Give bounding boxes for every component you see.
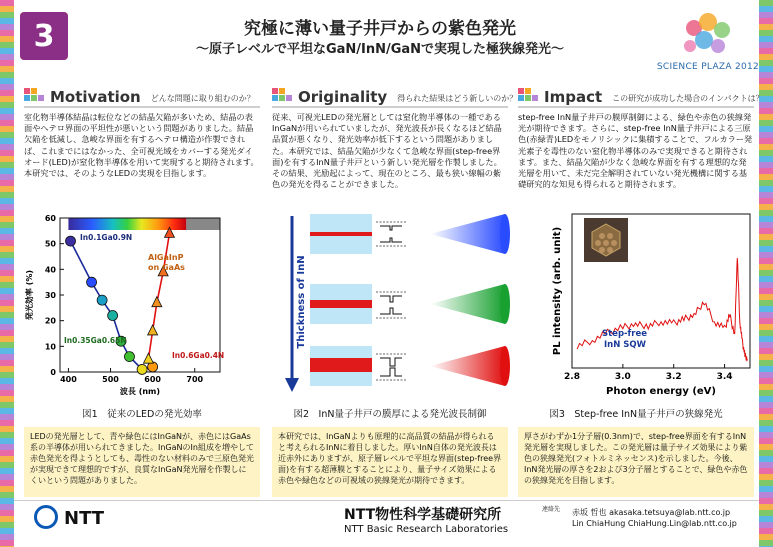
fig1-caption: 図1 従来のLEDの発光効率 bbox=[82, 409, 202, 420]
footer-divider bbox=[14, 500, 759, 501]
label-algainp-1: AlGaInP bbox=[148, 253, 184, 262]
fig1-y-axis-label: 発光効率 (%) bbox=[25, 269, 34, 321]
originality-question: 得られた結果はどう新しいのか？ bbox=[397, 94, 518, 103]
originality-divider bbox=[272, 106, 508, 108]
fig3-y-axis-label: PL intensity (arb. unit) bbox=[552, 226, 563, 356]
band-diagrams bbox=[380, 226, 402, 376]
fig1-note: LEDの発光層として、青や緑色にはInGaNが、赤色にはGaAs系の半導体が用いられてきました。InGaNのIn組成を増やして赤色発光を得ようとしても、毒性のない材料のみで三原色発光が実現できて理想的ですが、良質なInGaN発光層を作製しにくいという問題がありました。 bbox=[24, 427, 260, 497]
fig1-y-tick-label: 60 bbox=[44, 214, 56, 223]
fig1-x-tick-label: 700 bbox=[186, 375, 204, 384]
ingan-point bbox=[87, 277, 97, 287]
fig1-y-tick-label: 0 bbox=[50, 368, 56, 377]
visible-spectrum-bar bbox=[68, 218, 220, 230]
contact-akasaka: 赤坂 哲也 akasaka.tetsuya@lab.ntt.co.jp bbox=[572, 508, 731, 517]
ntt-logo-text: NTT bbox=[64, 508, 105, 529]
blue-emission-cone bbox=[430, 214, 505, 254]
fig3-x-tick-label: 3.0 bbox=[614, 372, 631, 382]
motivation-divider bbox=[24, 106, 260, 108]
green-emission-cone bbox=[430, 284, 505, 324]
fig1-x-tick-label: 400 bbox=[60, 375, 77, 384]
impact-header bbox=[518, 84, 764, 106]
algainp-point bbox=[152, 297, 162, 307]
impact-question: この研究が成功した場合のインパクトは？ bbox=[612, 94, 764, 103]
contact-label: 連絡先 bbox=[542, 506, 561, 513]
fig3-pl-spectrum-chart bbox=[530, 212, 760, 402]
science-plaza-text: SCIENCE PLAZA 2012 bbox=[656, 62, 760, 72]
fig2-caption: 図2 InN量子井戸の膜厚による発光波長制御 bbox=[293, 409, 487, 420]
fig3-legend-2: InN SQW bbox=[604, 340, 647, 350]
fig3-legend-1: Step-free bbox=[602, 329, 647, 339]
label-in01: In0.1Ga0.9N bbox=[80, 233, 133, 242]
algainp-point bbox=[143, 353, 153, 363]
originality-header bbox=[272, 84, 517, 106]
science-plaza-logo-icon bbox=[664, 8, 754, 68]
label-in06: In0.6Ga0.4N bbox=[172, 351, 225, 360]
fig1-y-tick-label: 50 bbox=[44, 239, 56, 249]
motivation-squares-icon bbox=[24, 88, 46, 106]
fig3-x-tick-label: 3.4 bbox=[716, 372, 733, 382]
fig3-caption: 図3 Step-free InN量子井戸の狭線発光 bbox=[549, 409, 723, 420]
ingan-line bbox=[71, 241, 153, 369]
afm-image-icon bbox=[584, 218, 628, 262]
fig3-x-tick-label: 2.8 bbox=[564, 372, 580, 382]
ingan-point bbox=[108, 311, 118, 321]
right-stripe bbox=[759, 0, 773, 547]
thickness-label: Thickness of InN bbox=[296, 255, 307, 349]
originality-text: 従来、可視光LEDの発光層としては窒化物半導体の一種であるInGaNが用いられていましたが、発光波長が長くなるほど結晶品質が悪くなり、発光効率が低下するという問題がありました。本研究では、結晶欠陥が少なくて急峻な界面(step-free界面)を有するInN量子井戸という新しい発光層を作製しました。その結果、光励起によって、現在のところ、最も狭い線幅の紫色の発光を得ることができました。 bbox=[272, 112, 502, 190]
label-algainp-2: on GaAs bbox=[148, 263, 185, 272]
ntt-logo-icon bbox=[34, 505, 58, 529]
band-guides bbox=[376, 222, 406, 380]
fig1-y-tick-label: 30 bbox=[44, 291, 56, 300]
page-subtitle: 〜原子レベルで平坦なGaN/InN/GaNで実現した極狭線発光〜 bbox=[195, 42, 565, 57]
fig1-series bbox=[66, 227, 175, 374]
ingan-point bbox=[66, 236, 76, 246]
ingan-point bbox=[97, 295, 107, 305]
inn-layer-3 bbox=[310, 358, 372, 372]
fig3-x-axis-label: Photon energy (eV) bbox=[605, 386, 717, 397]
fig3-x-tick-label: 3.2 bbox=[665, 372, 682, 382]
motivation-header bbox=[24, 84, 255, 106]
page-title: 究極に薄い量子井戸からの紫色発光 bbox=[244, 19, 516, 39]
impact-squares-icon bbox=[518, 88, 540, 106]
poster-number: 3 bbox=[20, 12, 68, 60]
fig1-y-tick-label: 20 bbox=[44, 316, 56, 326]
originality-squares-icon bbox=[272, 88, 294, 106]
ingan-point bbox=[137, 364, 147, 374]
fig3-note: 厚さがわずか1分子層(0.3nm)で、step-free界面を有するInN発光層を実現しました。この発光層は量子サイズ効果により紫色の狭線発光(フォトルミネッセンス)を示しました。今後、InN発光層の厚さを2および3分子層とすることで、緑色や赤色の狭線発光を目指します。 bbox=[518, 427, 754, 497]
impact-text: step-free InN量子井戸の膜厚制御による、緑色や赤色の狭線発光が期待できます。さらに、step-free InN量子井戸による三原色(赤緑青)LEDをモノリシックに集積することで、フルカラー発光素子を毒性のない窒化物半導体のみで実現できると期待されます。また、結晶欠陥が少なく急峻な界面を有する理想的な発光層を用いて、未だ完全解明されていない発光機構に関する基礎研究的な知見も得られると期待されます。 bbox=[518, 112, 753, 190]
lab-name-jp: NTT物性科学基礎研究所 bbox=[344, 507, 502, 523]
fig1-y-tick-label: 10 bbox=[44, 342, 56, 352]
left-stripe bbox=[0, 0, 14, 547]
red-emission-cone bbox=[430, 346, 505, 386]
ingan-point bbox=[124, 352, 134, 362]
motivation-question: どんな問題に取り組むのか？ bbox=[150, 94, 255, 103]
infrared-band bbox=[186, 218, 220, 230]
fig1-x-tick-label: 600 bbox=[144, 375, 161, 384]
inn-layer-2 bbox=[310, 300, 372, 308]
algainp-point bbox=[148, 325, 158, 335]
originality-title: Originality bbox=[298, 88, 388, 106]
inn-layer-1 bbox=[310, 232, 372, 236]
lab-name-en: NTT Basic Research Laboratories bbox=[344, 524, 509, 535]
fig1-x-tick-label: 500 bbox=[102, 375, 119, 384]
impact-divider bbox=[518, 106, 754, 108]
motivation-text: 室化物半導体結晶は転位などの結晶欠陥が多いため、結晶の表面やヘテロ界面の平坦性が悪いという問題がありました。結晶欠陥を低減し、急峻な界面を有するヘテロ構造が作製できれば、これまでにはなかった、全可視光域をカバーする発光ダイオード(LED)が窒化物半導体を用いて実現すると期待されます。本研究では、そのようなLEDの実現を目指します。 bbox=[24, 112, 259, 179]
fig1-x-axis-label: 波長 (nm) bbox=[119, 387, 161, 396]
fig2-note: 本研究では、InGaNよりも原理的に高品質の結晶が得られると考えられるInNに着目しました。厚いInN自体の発光波長は近赤外にありますが、原子層レベルで平坦な界面(step-free界面)を有する超薄膜とすることにより、量子サイズ効果による赤色や緑色などの可視域の狭線発光が期待できます。 bbox=[272, 427, 508, 497]
fig1-y-tick-label: 40 bbox=[44, 265, 56, 275]
label-in035: In0.35Ga0.65N bbox=[64, 336, 127, 345]
motivation-title: Motivation bbox=[50, 88, 141, 106]
fig2-quantum-well-diagram bbox=[280, 212, 512, 402]
fig1-efficiency-chart bbox=[20, 210, 260, 400]
contact-lin: Lin ChiaHung ChiaHung.Lin@lab.ntt.co.jp bbox=[572, 519, 737, 528]
impact-title: Impact bbox=[544, 88, 603, 106]
